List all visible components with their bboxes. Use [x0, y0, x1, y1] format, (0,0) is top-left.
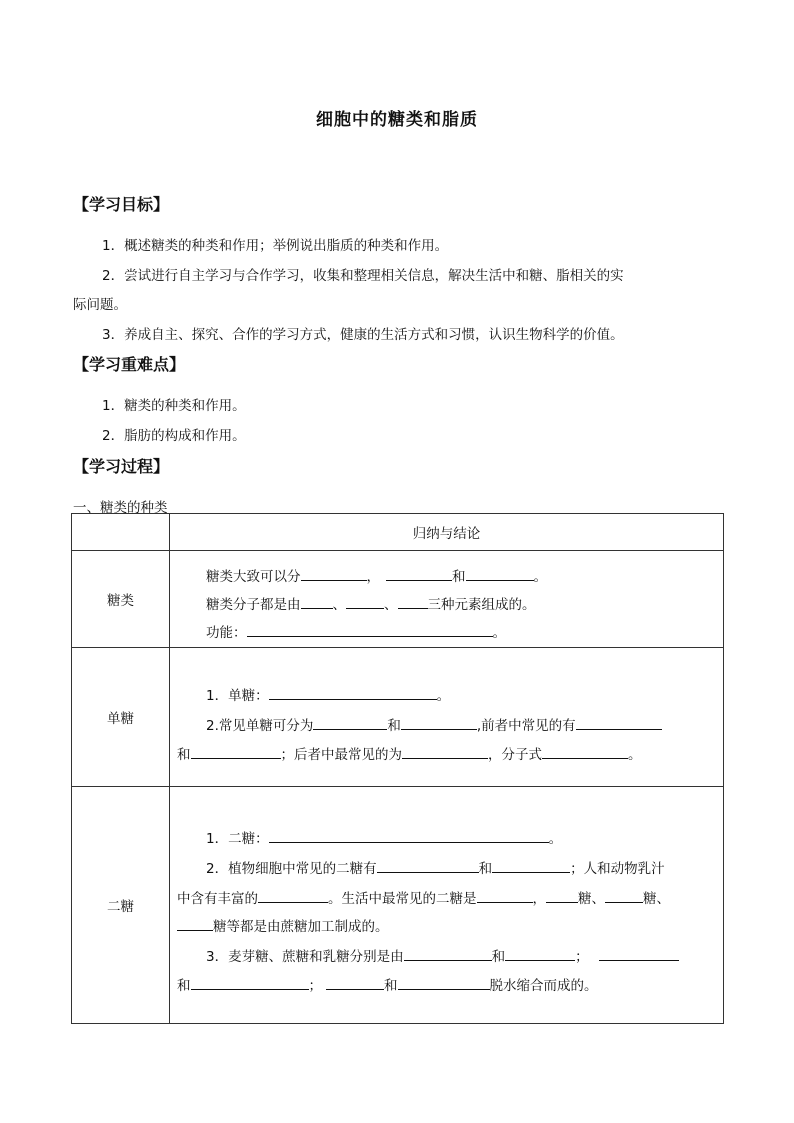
key-points-heading: 【学习重难点】	[73, 355, 186, 374]
process-heading: 【学习过程】	[73, 457, 170, 476]
fill-blank[interactable]	[576, 715, 662, 730]
objective-item: 3．养成自主、探究、合作的学习方式，健康的生活方式和习惯，认识生物科学的价值。	[102, 327, 624, 343]
table-header: 归纳与结论	[170, 514, 724, 551]
fill-blank[interactable]	[398, 975, 490, 990]
row-content-sugars	[170, 551, 724, 648]
objectives-heading: 【学习目标】	[73, 195, 170, 214]
fill-line: 中含有丰富的 。生活中最常见的二糖是 ， 糖、 糖、	[177, 887, 670, 907]
fill-blank[interactable]	[269, 828, 549, 843]
row-label-disaccharide: 二糖	[72, 787, 170, 1024]
objective-item: 1．概述糖类的种类和作用；举例说出脂质的种类和作用。	[102, 238, 449, 254]
fill-line: 糖等都是由蔗糖加工制成的。	[177, 915, 389, 935]
table-corner-cell	[72, 514, 170, 551]
row-content-monosaccharide	[170, 648, 724, 787]
fill-blank[interactable]	[546, 888, 578, 903]
fill-blank[interactable]	[542, 744, 628, 759]
fill-line: 和 ；后者中最常见的为 ，分子式 。	[177, 743, 642, 763]
row-label-sugars: 糖类	[72, 551, 170, 648]
fill-line: 2．植物细胞中常见的二糖有 和 ；人和动物乳汁	[206, 857, 665, 877]
row-content-disaccharide	[170, 787, 724, 1024]
fill-line: 功能： 。	[206, 621, 506, 641]
process-subheading: 一、糖类的种类	[73, 500, 168, 516]
summary-table	[71, 513, 724, 1024]
fill-blank[interactable]	[398, 594, 428, 609]
fill-line: 和 ； 和 脱水缩合而成的。	[177, 974, 598, 994]
fill-blank[interactable]	[177, 916, 213, 931]
fill-blank[interactable]	[346, 594, 384, 609]
fill-line: 2.常见单糖可分为 和 ,前者中常见的有	[206, 714, 662, 734]
fill-blank[interactable]	[191, 975, 309, 990]
fill-blank[interactable]	[313, 715, 387, 730]
objective-item: 际问题。	[73, 297, 127, 313]
fill-blank[interactable]	[191, 744, 281, 759]
key-point-item: 1．糖类的种类和作用。	[102, 398, 246, 414]
fill-blank[interactable]	[301, 594, 333, 609]
row-label-monosaccharide: 单糖	[72, 648, 170, 787]
fill-line: 3．麦芽糖、蔗糖和乳糖分别是由 和 ；	[206, 945, 679, 965]
page-title: 细胞中的糖类和脂质	[316, 110, 478, 130]
fill-blank[interactable]	[377, 858, 479, 873]
fill-blank[interactable]	[404, 946, 492, 961]
fill-line: 1．二糖： 。	[206, 827, 562, 847]
fill-line: 糖类大致可以分 ， 和 。	[206, 565, 547, 585]
fill-blank[interactable]	[386, 566, 452, 581]
fill-blank[interactable]	[505, 946, 575, 961]
fill-blank[interactable]	[466, 566, 534, 581]
fill-blank[interactable]	[247, 622, 493, 637]
fill-blank[interactable]	[402, 744, 488, 759]
objective-item: 2．尝试进行自主学习与合作学习，收集和整理相关信息，解决生活中和糖、脂相关的实	[102, 268, 624, 284]
fill-blank[interactable]	[605, 888, 643, 903]
fill-blank[interactable]	[599, 946, 679, 961]
fill-blank[interactable]	[269, 685, 437, 700]
fill-blank[interactable]	[477, 888, 533, 903]
fill-blank[interactable]	[492, 858, 570, 873]
fill-line: 1．单糖： 。	[206, 684, 450, 704]
fill-blank[interactable]	[326, 975, 384, 990]
fill-blank[interactable]	[258, 888, 328, 903]
fill-line: 糖类分子都是由 、 、 三种元素组成的。	[206, 593, 536, 613]
fill-blank[interactable]	[301, 566, 367, 581]
key-point-item: 2．脂肪的构成和作用。	[102, 428, 246, 444]
fill-blank[interactable]	[401, 715, 477, 730]
